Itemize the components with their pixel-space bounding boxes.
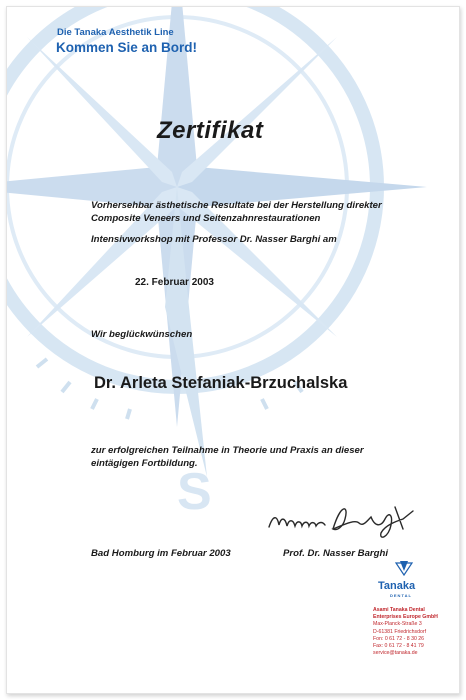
slogan: Kommen Sie an Bord! [56,40,198,55]
completion-line-2: eintägigen Fortbildung. [91,458,198,469]
address-line: service@tanaka.de [373,650,418,657]
logo-name: Tanaka [378,580,416,592]
address-line: Max-Planck-Straße 3 [373,621,422,628]
certificate-title: Zertifikat [157,117,264,144]
recipient-name: Dr. Arleta Stefaniak-Brzuchalska [94,374,348,392]
place-date: Bad Homburg im Februar 2003 [91,548,231,559]
svg-text:S: S [177,463,212,521]
address-line: Enterprises Europe GmbH [373,614,438,621]
logo-sub: DENTAL [390,593,412,598]
completion-line-1: zur erfolgreichen Teilnahme in Theorie und Praxis an dieser [91,445,364,456]
signature-image [263,497,423,545]
address-line: D-61381 Friedrichsdorf [373,628,427,635]
course-line-2: Composite Veneers und Seitenzahnrestaurationen [91,213,321,224]
address-line: Fon: 0 61 72 - 8 30 26 [373,635,425,642]
signatory-name: Prof. Dr. Nasser Barghi [283,548,389,559]
congrats-text: Wir beglückwünschen [91,329,193,340]
course-line-1: Vorhersehbar ästhetische Resultate bei der Herstellung direkter [91,200,382,211]
company-address [373,607,438,657]
address-line: Fax: 0 61 72 - 8 41 79 [373,643,424,650]
course-date: 22. Februar 2003 [135,277,214,288]
brand-line: Die Tanaka Aesthetik Line [57,27,174,38]
workshop-line: Intensivworkshop mit Professor Dr. Nasser Barghi am [91,234,337,245]
certificate-page [6,6,460,694]
tanaka-logo-icon [373,559,431,603]
address-line: Asami Tanaka Dental [373,607,425,613]
